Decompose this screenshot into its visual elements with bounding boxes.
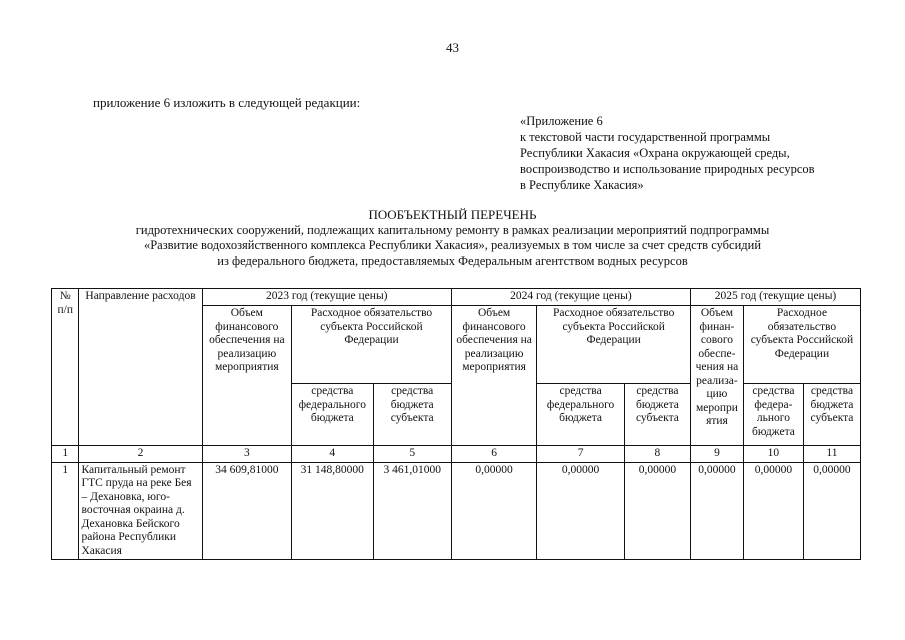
- appendix-line: «Приложение 6: [520, 114, 603, 128]
- row-value: 34 609,81000: [202, 462, 292, 560]
- row-value: 0,00000: [743, 462, 803, 560]
- header-obligation-2025: Расходное обязательство субъекта Российской Федерации: [743, 306, 860, 384]
- column-index-row: [52, 446, 861, 463]
- appendix-line: воспроизводство и использование природных ресурсов: [520, 162, 815, 176]
- subtitle-line: из федерального бюджета, предоставляемых Федеральным агентством водных ресурсов: [217, 253, 688, 268]
- header-no: № п/п: [52, 289, 79, 446]
- header-subject-2023: средства бюджета субъекта: [373, 384, 451, 446]
- header-direction: Направление расходов: [79, 289, 202, 446]
- row-no: 1: [52, 462, 79, 560]
- appendix-line: к текстовой части государственной программы: [520, 130, 771, 144]
- header-federal-2024: средства федерального бюджета: [537, 384, 625, 446]
- column-index: 11: [803, 446, 860, 463]
- row-value: 0,00000: [537, 462, 625, 560]
- row-value: 0,00000: [624, 462, 690, 560]
- column-index: 7: [537, 446, 625, 463]
- row-value: 0,00000: [691, 462, 744, 560]
- subtitle-line: гидротехнических сооружений, подлежащих капитальному ремонту в рамках реализации мероприятий подпрограммы: [135, 222, 770, 237]
- appendix-line: Республики Хакасия «Охрана окружающей среды,: [520, 146, 790, 160]
- row-direction: Капитальный ремонт ГТС пруда на реке Бея – Дехановка, юго-восточная окраина д. Дехановка Бейского района Республики Хакасия: [79, 462, 202, 560]
- header-volume-2024: Объем финансового обеспечения на реализацию мероприятия: [451, 306, 536, 446]
- column-index: 6: [451, 446, 536, 463]
- header-volume-2025: Объем финан-сового обеспе-чения на реализа-цию меропри ятия: [691, 306, 744, 446]
- object-list-table: [51, 288, 861, 560]
- title-block: [0, 207, 905, 269]
- page-number: 43: [446, 40, 459, 55]
- column-index: 5: [373, 446, 451, 463]
- header-year-2023: 2023 год (текущие цены): [202, 289, 451, 306]
- header-obligation-2024: Расходное обязательство субъекта Российской Федерации: [537, 306, 691, 384]
- header-year-2025: 2025 год (текущие цены): [691, 289, 861, 306]
- header-volume-2023: Объем финансового обеспечения на реализацию мероприятия: [202, 306, 292, 446]
- column-index: 1: [52, 446, 79, 463]
- column-index: 9: [691, 446, 744, 463]
- row-value: 31 148,80000: [292, 462, 373, 560]
- column-index: 10: [743, 446, 803, 463]
- row-value: 0,00000: [451, 462, 536, 560]
- header-federal-2023: средства федерального бюджета: [292, 384, 373, 446]
- intro-text: приложение 6 изложить в следующей редакции:: [93, 95, 361, 110]
- document-title: ПООБЪЕКТНЫЙ ПЕРЕЧЕНЬ: [368, 207, 537, 222]
- header-federal-2025: средства федера-льного бюджета: [743, 384, 803, 446]
- header-subject-2024: средства бюджета субъекта: [624, 384, 690, 446]
- header-obligation-2023: Расходное обязательство субъекта Российской Федерации: [292, 306, 452, 384]
- subtitle-line: «Развитие водохозяйственного комплекса Республики Хакасия», реализуемых в том числе за счет средств субсидий: [143, 238, 762, 252]
- table-row: [52, 462, 861, 560]
- column-index: 8: [624, 446, 690, 463]
- appendix-line: в Республике Хакасия»: [520, 178, 644, 192]
- appendix-header: [520, 113, 815, 193]
- row-value: 3 461,01000: [373, 462, 451, 560]
- header-subject-2025: средства бюджета субъекта: [803, 384, 860, 446]
- header-year-2024: 2024 год (текущие цены): [451, 289, 690, 306]
- column-index: 3: [202, 446, 292, 463]
- column-index: 2: [79, 446, 202, 463]
- column-index: 4: [292, 446, 373, 463]
- row-value: 0,00000: [803, 462, 860, 560]
